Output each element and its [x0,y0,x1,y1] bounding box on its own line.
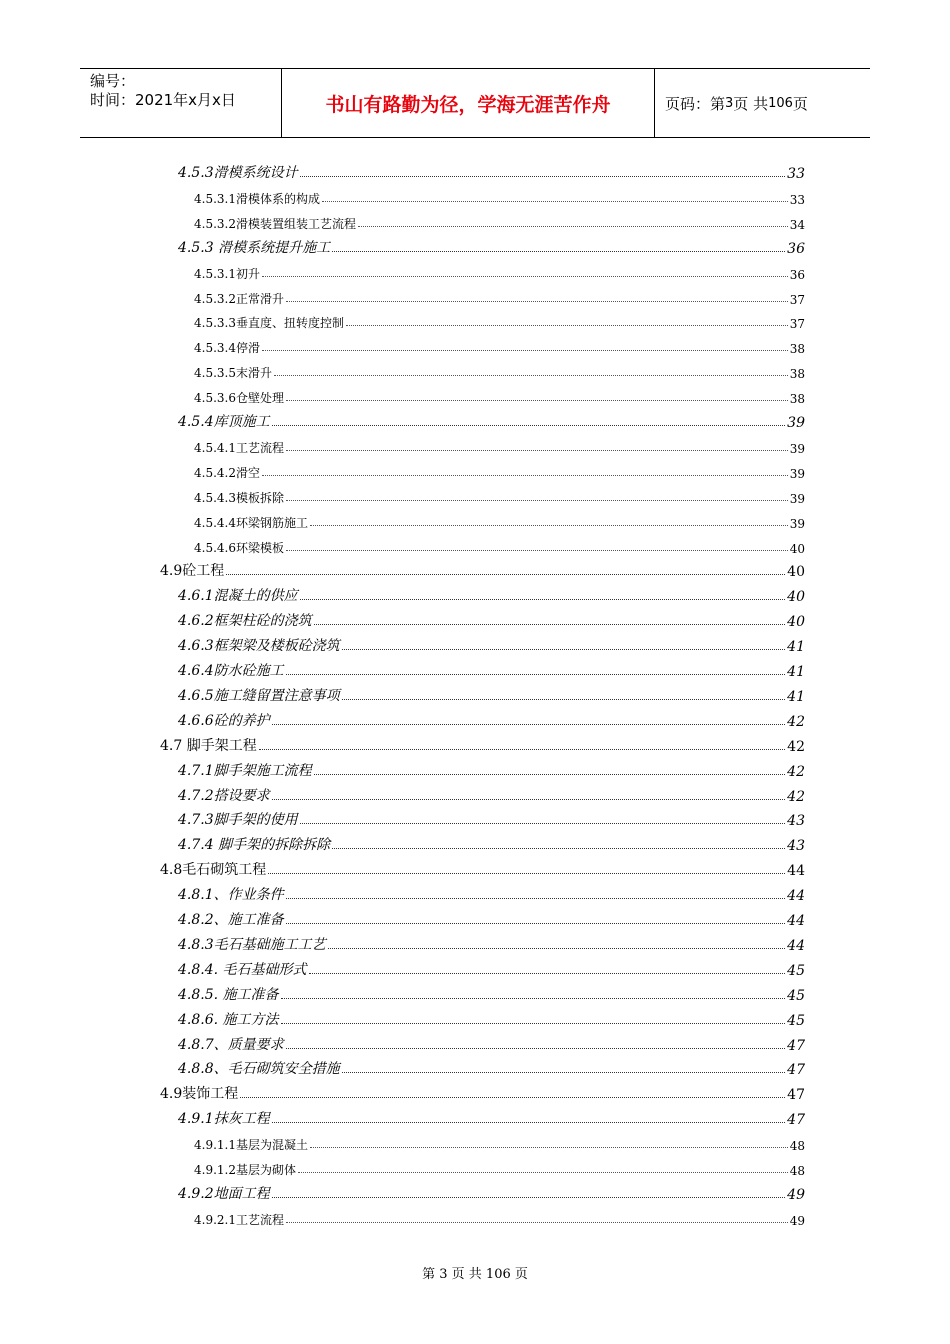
dot-leader [286,400,788,401]
toc-entry-page: 43 [787,838,805,855]
toc-entry-title: 4.5.3.1滑模体系的构成 [194,191,320,206]
toc-entry-title: 4.9装饰工程 [160,1086,239,1103]
toc-entry-title: 4.5.3.3垂直度、扭转度控制 [194,316,344,331]
toc-entry-page: 41 [787,688,805,705]
page-total: 106 [768,95,793,111]
toc-entry-page: 44 [787,888,805,905]
toc-entry-title: 4.9砼工程 [160,563,225,580]
toc-entry-page: 45 [787,1012,805,1029]
toc-entry[interactable] [194,285,805,307]
dot-leader [286,450,788,451]
page-prefix: 页码：第 [665,94,726,113]
toc-entry-page: 34 [789,217,805,232]
toc-entry[interactable] [178,608,805,630]
dot-leader [286,500,788,501]
header-meta [80,69,282,137]
dot-leader [262,475,788,476]
toc-entry-page: 40 [787,614,805,631]
toc-entry-page: 39 [789,441,805,456]
dot-leader [300,176,786,177]
toc-entry[interactable] [178,907,805,929]
dot-leader [309,973,786,974]
toc-entry-title: 4.9.2.1工艺流程 [194,1212,284,1227]
toc-entry-page: 47 [787,1087,805,1104]
toc-entry-title: 4.5.4.1工艺流程 [194,440,284,455]
dot-leader [300,823,786,824]
toc-entry[interactable] [194,1156,805,1178]
toc-entry-page: 37 [789,317,805,332]
toc-entry-title: 4.9.1.2基层为砌体 [194,1163,296,1177]
toc-entry-title: 4.8.3毛石基础施工工艺 [178,936,326,953]
toc-entry-title: 4.7.3脚手架的使用 [178,812,298,829]
toc-entry-page: 45 [787,987,805,1004]
toc-entry-page: 36 [787,240,805,257]
toc-entry-title: 4.8.1、作业条件 [178,887,284,904]
dot-leader [286,898,786,899]
toc-entry[interactable] [194,1131,805,1153]
toc-entry[interactable] [194,534,805,556]
toc-entry[interactable] [178,235,805,257]
toc-entry[interactable] [160,1081,805,1103]
page-suffix: 页 [792,94,808,113]
dot-leader [300,599,786,600]
dot-leader [240,1097,785,1098]
toc-entry-title: 4.5.3.1初升 [194,266,260,281]
toc-entry-page: 40 [787,564,805,581]
dot-leader [262,350,788,351]
toc-entry-page: 40 [787,589,805,606]
toc-entry-page: 49 [789,1213,805,1228]
dot-leader [342,699,786,700]
toc-entry[interactable] [178,409,805,431]
time-label: 时间：2021年x月x日 [90,91,236,109]
toc-entry-page: 38 [789,342,805,357]
toc-entry-page: 44 [787,937,805,954]
toc-entry-title: 4.5.4.6环梁模板 [194,540,284,555]
dot-leader [286,1222,788,1223]
toc-entry-page: 42 [787,738,805,755]
page-footer: 第 3 页 共 106 页 [422,1267,528,1282]
dot-leader [272,724,786,725]
toc-entry-title: 4.7 脚手架工程 [160,737,257,754]
toc-entry-page: 33 [789,192,805,207]
toc-entry-page: 41 [787,664,805,680]
toc-entry-page: 36 [789,267,805,282]
toc-entry-title: 4.7.4 脚手架的拆除拆除 [178,837,331,854]
dot-leader [310,525,788,526]
toc-entry[interactable] [178,1181,805,1203]
toc-entry[interactable] [178,832,805,854]
toc-entry-page: 33 [787,166,805,182]
toc-entry[interactable] [194,185,805,207]
dot-leader [274,375,788,376]
dot-leader [314,624,786,625]
toc-entry[interactable] [194,509,805,531]
dot-leader [332,848,785,849]
toc-entry-title: 4.6.4防水砼施工 [178,663,284,679]
toc-entry-title: 4.5.4.3模板拆除 [194,490,284,505]
toc-entry-title: 4.6.3框架梁及楼板砼浇筑 [178,638,340,655]
toc-entry-title: 4.5.4.2滑空 [194,465,260,480]
toc-entry-page: 49 [787,1186,805,1203]
dot-leader [322,201,788,202]
dot-leader [272,425,786,426]
toc-entry-page: 41 [787,639,805,656]
toc-entry[interactable] [194,459,805,481]
toc-entry-title: 4.5.4.4环梁钢筋施工 [194,515,308,530]
toc-entry[interactable] [178,932,805,954]
toc-entry-title: 4.8.8、毛石砌筑安全措施 [178,1061,340,1078]
toc-entry[interactable] [160,733,805,755]
toc-entry[interactable] [178,1106,805,1128]
toc-entry-title: 4.8.2、施工准备 [178,912,284,928]
toc-entry[interactable] [194,484,805,506]
page-current: 3 [725,95,734,111]
toc-entry[interactable] [160,857,805,879]
toc-entry[interactable] [178,160,805,182]
toc-entry-title: 4.5.3.2正常滑升 [194,291,284,306]
toc-entry[interactable] [194,434,805,456]
toc-entry[interactable] [178,982,805,1004]
toc-entry[interactable] [178,758,805,780]
dot-leader [281,998,786,999]
number-label: 编号： [90,72,136,90]
dot-leader [272,1197,786,1198]
toc-entry-page: 42 [787,788,805,805]
toc-entry-title: 4.5.3.5末滑升 [194,366,272,381]
dot-leader [259,749,785,750]
toc-entry-title: 4.6.2框架柱砼的浇筑 [178,613,312,630]
toc-entry-title: 4.5.4库顶施工 [178,414,270,430]
toc-entry[interactable] [178,807,805,829]
dot-leader [358,226,788,227]
dot-leader [328,948,786,949]
dot-leader [268,873,785,874]
toc-entry-page: 48 [789,1164,805,1178]
toc-entry-page: 42 [787,763,805,780]
toc-entry[interactable] [194,309,805,331]
toc-entry-page: 40 [789,541,805,556]
dot-leader [286,674,786,675]
toc-entry[interactable] [178,658,805,680]
dot-leader [286,550,788,551]
toc-entry-title: 4.8.5. 施工准备 [178,986,279,1003]
dot-leader [262,276,788,277]
toc-entry[interactable] [178,957,805,979]
toc-entry-title: 4.5.3滑模系统设计 [178,165,298,181]
toc-entry[interactable] [178,1032,805,1054]
toc-entry-title: 4.6.6砼的养护 [178,712,270,729]
dot-leader [342,649,786,650]
toc-entry-page: 38 [789,392,805,407]
toc-entry-page: 39 [789,516,805,531]
toc-entry-title: 4.8.7、质量要求 [178,1036,284,1053]
toc-entry-title: 4.8.4. 毛石基础形式 [178,961,307,978]
toc-entry[interactable] [194,359,805,381]
dot-leader [314,774,786,775]
toc-entry-title: 4.5.3.6仓壁处理 [194,391,284,406]
dot-leader [310,1147,788,1148]
toc-entry-title: 4.5.3 滑模系统提升施工 [178,239,331,256]
toc-entry[interactable] [178,783,805,805]
toc-entry[interactable] [194,334,805,356]
page-header [80,68,870,138]
toc-entry[interactable] [178,708,805,730]
header-page-info [655,69,870,137]
toc-entry-page: 47 [787,1037,805,1054]
toc-entry[interactable] [194,210,805,232]
toc-entry-page: 44 [787,913,805,929]
toc-entry[interactable] [178,633,805,655]
toc-entry-page: 39 [787,415,805,431]
toc-entry-page: 37 [789,292,805,307]
toc-entry-title: 4.8毛石砌筑工程 [160,862,267,879]
toc-entry-title: 4.7.1脚手架施工流程 [178,762,312,779]
toc-entry[interactable] [160,558,805,580]
toc-entry-title: 4.9.1.1基层为混凝土 [194,1138,308,1153]
dot-leader [286,923,786,924]
dot-leader [342,1072,786,1073]
toc-entry-title: 4.5.3.4停滑 [194,341,260,356]
toc-entry-page: 43 [787,813,805,830]
dot-leader [226,574,785,575]
dot-leader [281,1023,786,1024]
toc-entry[interactable] [178,583,805,605]
toc-entry-page: 45 [787,962,805,979]
toc-entry-page: 44 [787,863,805,880]
toc-entry-title: 4.9.1抹灰工程 [178,1111,270,1128]
toc-entry-page: 42 [787,713,805,730]
toc-entry-page: 39 [789,466,805,481]
toc-entry-title: 4.7.2搭设要求 [178,787,270,804]
toc-entry[interactable] [194,260,805,282]
toc-entry-title: 4.9.2地面工程 [178,1185,270,1202]
toc-entry[interactable] [178,1007,805,1029]
toc-entry[interactable] [178,1056,805,1078]
toc-entry[interactable] [178,683,805,705]
dot-leader [332,251,785,252]
toc-entry[interactable] [178,882,805,904]
toc-entry-page: 39 [789,491,805,506]
header-motto: 书山有路勤为径，学海无涯苦作舟 [282,69,655,137]
toc-entry-title: 4.6.1混凝土的供应 [178,588,298,605]
dot-leader [298,1172,788,1173]
toc-entry-page: 47 [787,1062,805,1079]
dot-leader [272,799,786,800]
toc-entry-title: 4.6.5施工缝留置注意事项 [178,687,340,704]
toc-entry[interactable] [194,1206,805,1228]
toc-entry-title: 4.5.3.2滑模装置组装工艺流程 [194,216,356,231]
dot-leader [286,301,788,302]
toc-entry[interactable] [194,384,805,406]
dot-leader [286,1048,786,1049]
toc-entry-title: 4.8.6. 施工方法 [178,1011,279,1028]
toc-entry-page: 47 [787,1112,805,1129]
toc-entry-page: 38 [789,367,805,382]
page-middle: 页 共 [733,94,769,113]
dot-leader [272,1122,786,1123]
dot-leader [346,325,788,326]
toc-entry-page: 48 [789,1139,805,1154]
